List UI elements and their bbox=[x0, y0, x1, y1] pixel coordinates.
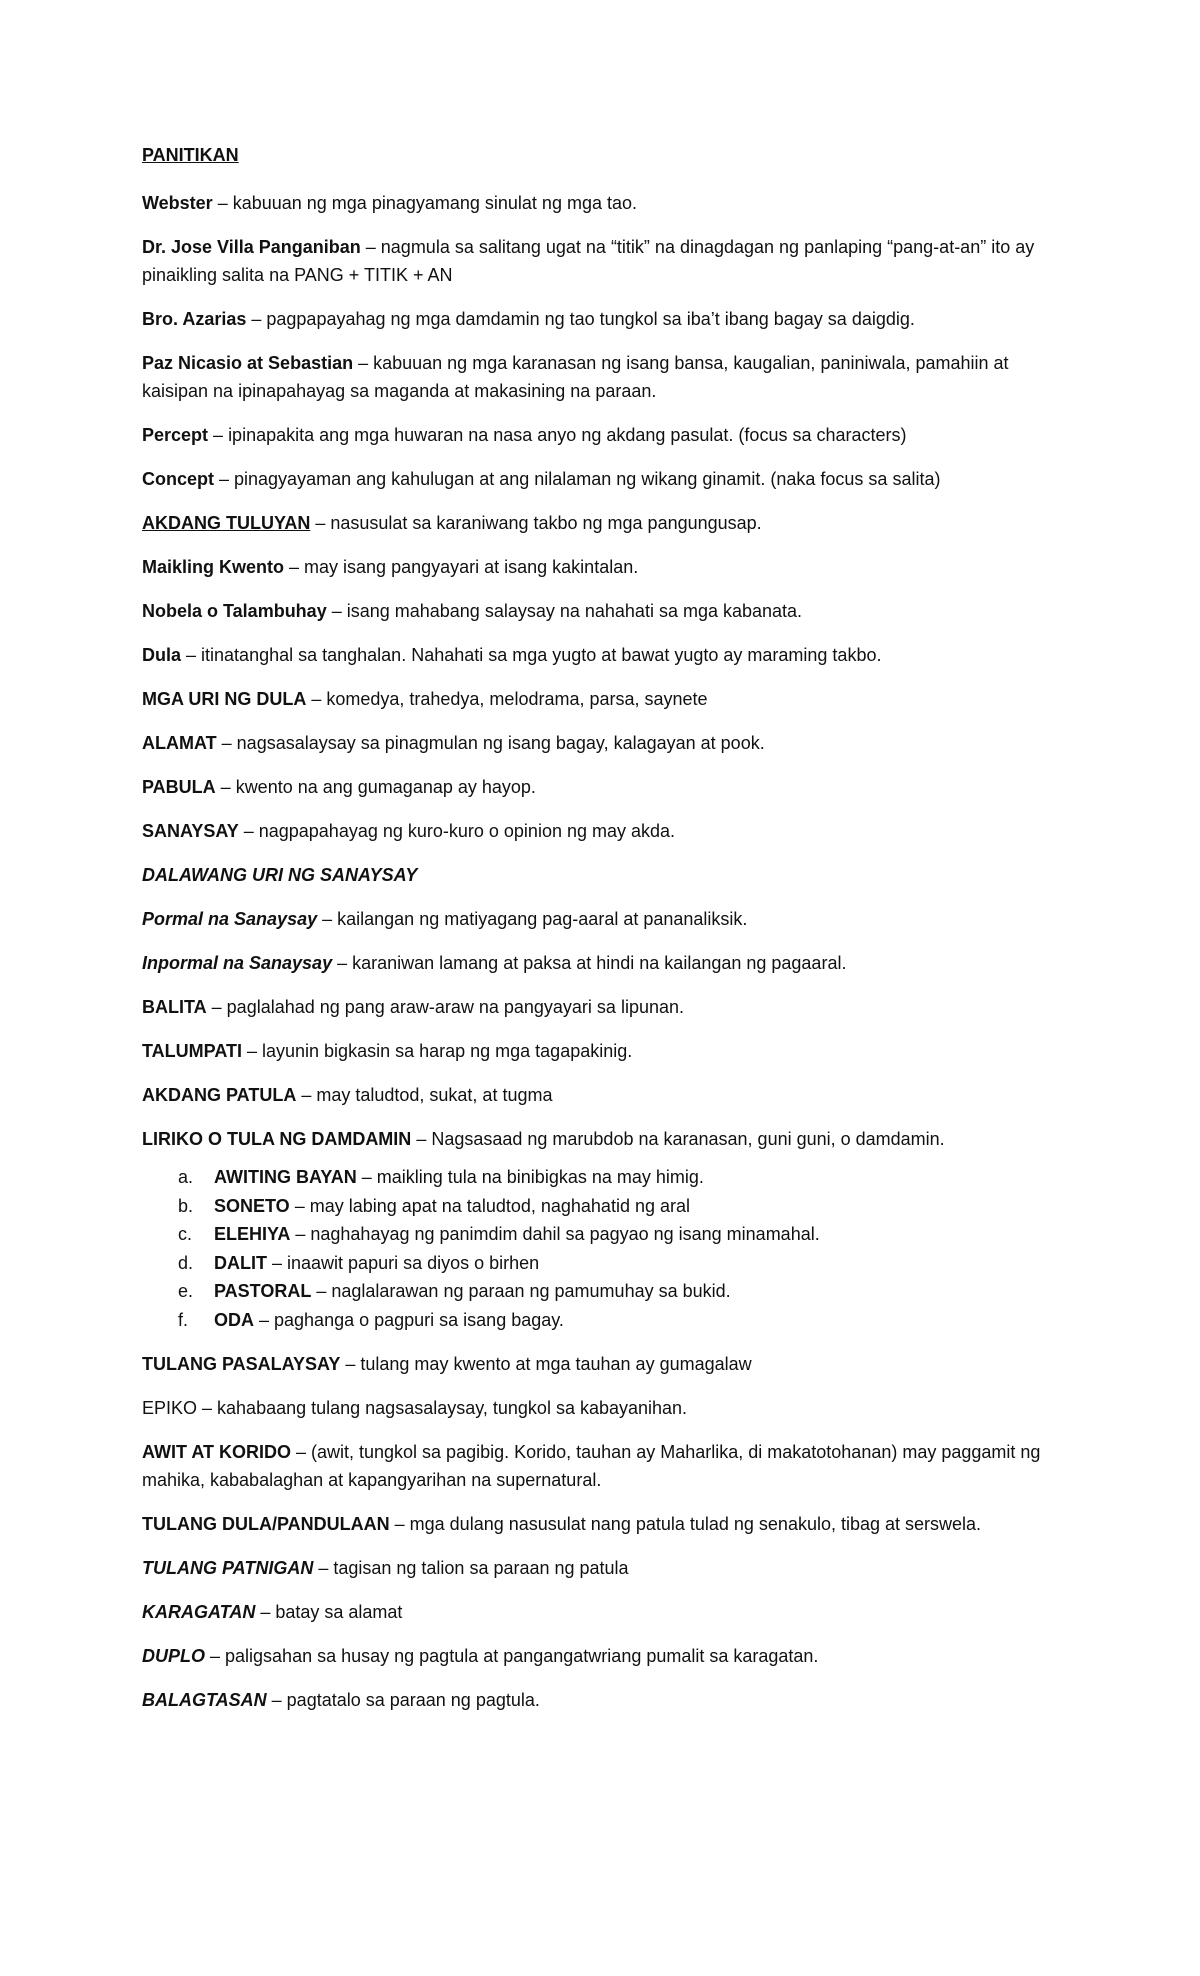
definition: itinatanghal sa tanghalan. Nahahati sa mga yugto at bawat yugto ay maraming takbo. bbox=[201, 645, 882, 665]
term: ELEHIYA bbox=[214, 1224, 291, 1244]
definition: paghanga o pagpuri sa isang bagay. bbox=[274, 1309, 564, 1330]
list-marker: c. bbox=[178, 1224, 193, 1244]
separator: – bbox=[317, 909, 338, 929]
term: Paz Nicasio at Sebastian bbox=[142, 353, 354, 373]
list-marker: b. bbox=[178, 1195, 194, 1216]
separator: – bbox=[306, 689, 327, 709]
separator: – bbox=[206, 997, 227, 1017]
definition: Nagsasaad ng marubdob na karanasan, guni guni, o damdamin. bbox=[431, 1129, 945, 1149]
entry-inpormal bbox=[142, 949, 1050, 977]
list-marker: e. bbox=[178, 1281, 194, 1301]
entry-balagtasan bbox=[142, 1686, 1050, 1714]
list-marker: f. bbox=[178, 1309, 189, 1330]
list-item bbox=[178, 1277, 1050, 1306]
separator: – bbox=[214, 469, 235, 489]
separator: – bbox=[215, 777, 236, 797]
separator: – bbox=[311, 1281, 332, 1301]
term: Pormal na Sanaysay bbox=[142, 909, 318, 929]
term: AWITING BAYAN bbox=[214, 1167, 357, 1187]
term: SANAYSAY bbox=[142, 821, 239, 841]
entry-maikling-kwento bbox=[142, 553, 1050, 581]
entry-akdang-patula bbox=[142, 1081, 1050, 1109]
separator: – bbox=[360, 237, 381, 257]
separator: – bbox=[181, 645, 202, 665]
term: Nobela o Talambuhay bbox=[142, 601, 327, 621]
term: TULANG PASALAYSAY bbox=[142, 1354, 341, 1374]
entry-dalawang-uri bbox=[142, 861, 1050, 889]
definition: (awit, tungkol sa pagibig. Korido, tauhan ay Maharlika, di makatotohanan) may paggamit ng mahika, kababalaghan at kapangyarihan na supernatural. bbox=[142, 1442, 1041, 1490]
entry-tulang-dula bbox=[142, 1510, 1050, 1538]
term: MGA URI NG DULA bbox=[142, 689, 307, 709]
entry-duplo bbox=[142, 1642, 1050, 1670]
entry-akdang-tuluyan bbox=[142, 509, 1050, 537]
separator: – bbox=[356, 1167, 377, 1187]
separator: – bbox=[208, 425, 229, 445]
term: AKDANG TULUYAN bbox=[142, 513, 311, 533]
liriko-list bbox=[142, 1163, 1050, 1334]
entry-epiko bbox=[142, 1394, 1050, 1422]
separator: – bbox=[326, 601, 347, 621]
term: DALAWANG URI NG SANAYSAY bbox=[142, 865, 418, 885]
entry-karagatan bbox=[142, 1598, 1050, 1626]
definition: kailangan ng matiyagang pag-aaral at pananaliksik. bbox=[337, 909, 748, 929]
term: AKDANG PATULA bbox=[142, 1085, 297, 1105]
separator: – bbox=[284, 557, 305, 577]
list-item bbox=[178, 1192, 1050, 1221]
entry-paz-nicasio bbox=[142, 349, 1050, 405]
definition: komedya, trahedya, melodrama, parsa, saynete bbox=[326, 689, 708, 709]
term: AWIT AT KORIDO bbox=[142, 1442, 291, 1462]
definition: isang mahabang salaysay na nahahati sa mga kabanata. bbox=[346, 601, 803, 621]
term: Inpormal na Sanaysay bbox=[142, 953, 333, 973]
term: BALAGTASAN bbox=[142, 1690, 267, 1710]
separator: – bbox=[238, 821, 259, 841]
entry-liriko bbox=[142, 1125, 1050, 1153]
term: KARAGATAN bbox=[142, 1602, 256, 1622]
definition: naglalarawan ng paraan ng pamumuhay sa bukid. bbox=[331, 1281, 731, 1301]
definition: kabuuan ng mga karanasan ng isang bansa, kaugalian, paniniwala, pamahiin at kaisipan na ipinapahayag sa maganda at makasining na paraan. bbox=[142, 353, 1009, 401]
definition: nagmula sa salitang ugat na “titik” na dinagdagan ng panlaping “pang-at-an” ito ay pinaikling salita na PANG + TITIK + AN bbox=[142, 237, 1035, 285]
term: PASTORAL bbox=[214, 1281, 312, 1301]
entry-panganiban bbox=[142, 233, 1050, 289]
definition: EPIKO – kahabaang tulang nagsasalaysay, tungkol sa kabayanihan. bbox=[142, 1398, 688, 1418]
definition: inaawit papuri sa diyos o birhen bbox=[287, 1252, 540, 1273]
separator: – bbox=[246, 309, 267, 329]
separator: – bbox=[212, 193, 233, 213]
separator: – bbox=[332, 953, 353, 973]
term: DUPLO bbox=[142, 1646, 205, 1666]
term: TALUMPATI bbox=[142, 1041, 242, 1061]
definition: may labing apat na taludtod, naghahatid ng aral bbox=[309, 1195, 690, 1216]
separator: – bbox=[340, 1354, 361, 1374]
definition: mga dulang nasusulat nang patula tulad ng senakulo, tibag at serswela. bbox=[409, 1514, 982, 1534]
list-item bbox=[178, 1306, 1050, 1335]
definition: karaniwan lamang at paksa at hindi na kailangan ng pagaaral. bbox=[352, 953, 847, 973]
separator: – bbox=[389, 1514, 410, 1534]
entry-dula bbox=[142, 641, 1050, 669]
term: ALAMAT bbox=[142, 733, 217, 753]
separator: – bbox=[313, 1558, 334, 1578]
term: Percept bbox=[142, 425, 209, 445]
list-item bbox=[178, 1249, 1050, 1278]
page-title: PANITIKAN bbox=[142, 145, 239, 165]
list-marker: d. bbox=[178, 1252, 194, 1273]
definition: nasusulat sa karaniwang takbo ng mga pangungusap. bbox=[330, 513, 762, 533]
entry-nobela bbox=[142, 597, 1050, 625]
separator: – bbox=[267, 1252, 288, 1273]
separator: – bbox=[205, 1646, 226, 1666]
term: Bro. Azarias bbox=[142, 309, 247, 329]
entry-sanaysay bbox=[142, 817, 1050, 845]
entry-balita bbox=[142, 993, 1050, 1021]
definition: ipinapakita ang mga huwaran na nasa anyo ng akdang pasulat. (focus sa characters) bbox=[228, 425, 907, 445]
term: LIRIKO O TULA NG DAMDAMIN bbox=[142, 1129, 412, 1149]
definition: pinagyayaman ang kahulugan at ang nilalaman ng wikang ginamit. (naka focus sa salita) bbox=[234, 469, 941, 489]
separator: – bbox=[411, 1129, 432, 1149]
term: SONETO bbox=[214, 1195, 290, 1216]
term: Webster bbox=[142, 193, 213, 213]
definition: maikling tula na binibigkas na may himig. bbox=[376, 1167, 704, 1187]
entry-awit-korido bbox=[142, 1438, 1050, 1494]
separator: – bbox=[254, 1309, 275, 1330]
definition: layunin bigkasin sa harap ng mga tagapakinig. bbox=[262, 1041, 633, 1061]
definition: pagtatalo sa paraan ng pagtula. bbox=[286, 1690, 540, 1710]
definition: kabuuan ng mga pinagyamang sinulat ng mga tao. bbox=[232, 193, 637, 213]
separator: – bbox=[290, 1442, 311, 1462]
term: DALIT bbox=[214, 1252, 267, 1273]
term: TULANG PATNIGAN bbox=[142, 1558, 314, 1578]
definition: may isang pangyayari at isang kakintalan. bbox=[304, 557, 639, 577]
definition: paligsahan sa husay ng pagtula at pangangatwriang pumalit sa karagatan. bbox=[225, 1646, 819, 1666]
entry-pormal bbox=[142, 905, 1050, 933]
definition: may taludtod, sukat, at tugma bbox=[316, 1085, 553, 1105]
separator: – bbox=[296, 1085, 317, 1105]
separator: – bbox=[289, 1195, 310, 1216]
definition: pagpapayahag ng mga damdamin ng tao tungkol sa iba’t ibang bagay sa daigdig. bbox=[266, 309, 915, 329]
term: Maikling Kwento bbox=[142, 557, 285, 577]
separator: – bbox=[216, 733, 237, 753]
term: Dula bbox=[142, 645, 182, 665]
separator: – bbox=[255, 1602, 276, 1622]
list-marker: a. bbox=[178, 1167, 194, 1187]
term: ODA bbox=[214, 1309, 254, 1330]
entry-tulang-patnigan bbox=[142, 1554, 1050, 1582]
definition: naghahayag ng panimdim dahil sa pagyao ng isang minamahal. bbox=[310, 1224, 820, 1244]
list-item bbox=[178, 1163, 1050, 1192]
separator: – bbox=[290, 1224, 311, 1244]
entry-mga-uri-ng-dula bbox=[142, 685, 1050, 713]
entry-talumpati bbox=[142, 1037, 1050, 1065]
separator: – bbox=[353, 353, 374, 373]
term: PABULA bbox=[142, 777, 216, 797]
term: BALITA bbox=[142, 997, 207, 1017]
term: TULANG DULA/PANDULAAN bbox=[142, 1514, 390, 1534]
list-item bbox=[178, 1220, 1050, 1249]
definition: tulang may kwento at mga tauhan ay gumagalaw bbox=[360, 1354, 752, 1374]
separator: – bbox=[310, 513, 331, 533]
definition: batay sa alamat bbox=[275, 1602, 403, 1622]
entry-percept bbox=[142, 421, 1050, 449]
definition: kwento na ang gumaganap ay hayop. bbox=[235, 777, 536, 797]
entry-tulang-pasalaysay bbox=[142, 1350, 1050, 1378]
entry-concept bbox=[142, 465, 1050, 493]
entry-pabula bbox=[142, 773, 1050, 801]
entry-azarias bbox=[142, 305, 1050, 333]
definition: nagpapahayag ng kuro-kuro o opinion ng may akda. bbox=[258, 821, 676, 841]
entry-webster bbox=[142, 189, 1050, 217]
definition: tagisan ng talion sa paraan ng patula bbox=[333, 1558, 629, 1578]
term: Dr. Jose Villa Panganiban bbox=[142, 237, 361, 257]
definition: paglalahad ng pang araw-araw na pangyayari sa lipunan. bbox=[226, 997, 684, 1017]
definition: nagsasalaysay sa pinagmulan ng isang bagay, kalagayan at pook. bbox=[236, 733, 765, 753]
separator: – bbox=[241, 1041, 262, 1061]
term: Concept bbox=[142, 469, 214, 489]
separator: – bbox=[266, 1690, 287, 1710]
entry-alamat bbox=[142, 729, 1050, 757]
